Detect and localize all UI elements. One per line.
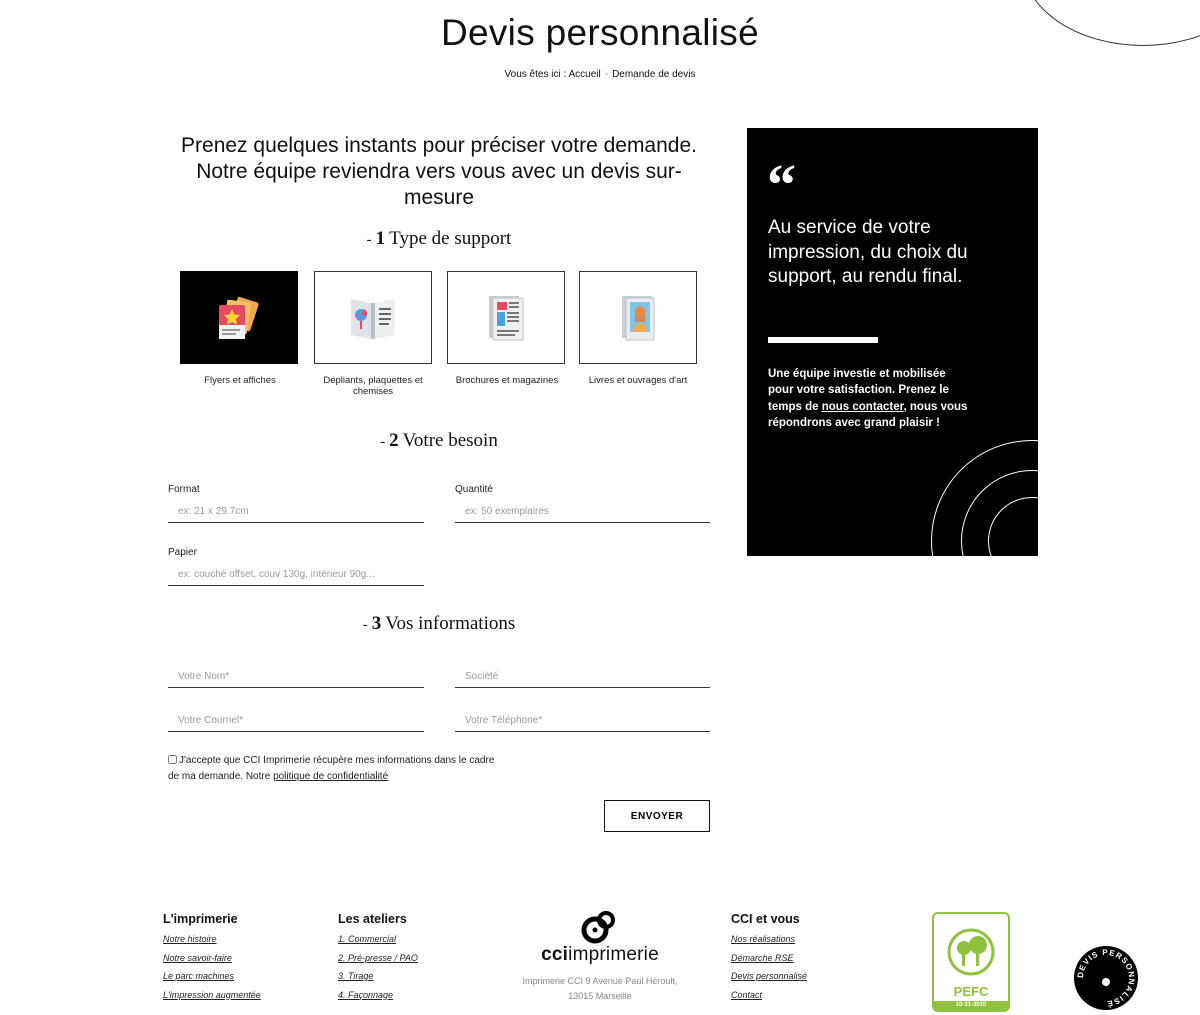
footer-link[interactable]: 3. Tirage xyxy=(338,971,374,981)
consent-text: J'accepte que CCI Imprimerie récupère mes informations dans le cadre de ma demande. Notre xyxy=(168,755,495,782)
logo-text-prefix: cci xyxy=(541,944,569,965)
panel-text-after: , nous vous répondrons avec grand plaisir ! xyxy=(768,400,968,429)
panel-text xyxy=(768,366,968,431)
support-label-flyers: Flyers et affiches xyxy=(204,375,276,386)
breadcrumb-home-link[interactable]: Accueil xyxy=(568,69,601,80)
format-input[interactable] xyxy=(168,501,424,523)
support-card-leaflets[interactable] xyxy=(314,271,432,364)
step-dash: - xyxy=(366,232,372,248)
company-input[interactable] xyxy=(455,666,710,688)
step-number: 1 xyxy=(375,228,386,249)
footer-col-title: L'imprimerie xyxy=(163,912,238,926)
support-label-magazines: Brochures et magazines xyxy=(455,375,559,386)
consent-checkbox[interactable] xyxy=(168,755,177,764)
step-dash: - xyxy=(380,434,386,450)
cci-logo[interactable] xyxy=(520,910,680,1004)
consent-block xyxy=(168,753,498,785)
footer-link[interactable]: Notre savoir-faire xyxy=(163,952,232,963)
step-2-heading xyxy=(168,430,710,452)
footer-link[interactable]: Devis personnalisé xyxy=(731,971,808,981)
badge-text: DEVIS PERSONNALISÉ xyxy=(1075,947,1137,1009)
privacy-policy-link[interactable]: politique de confidentialité xyxy=(273,771,389,782)
logo-mark-icon xyxy=(580,910,620,944)
panel-title: Au service de votre impression, du choix du support, au rendu final. xyxy=(768,217,968,287)
paper-label: Papier xyxy=(168,547,197,558)
footer-col-title: Les ateliers xyxy=(338,912,407,926)
footer-link[interactable]: L'impression augmentée xyxy=(163,989,261,1000)
breadcrumb xyxy=(0,69,1200,80)
send-button[interactable]: ENVOYER xyxy=(604,800,710,832)
breadcrumb-separator: - xyxy=(604,69,609,80)
breadcrumb-current: Demande de devis xyxy=(612,69,696,80)
quantity-input[interactable] xyxy=(455,501,710,523)
step-number: 2 xyxy=(389,430,399,451)
panel-divider xyxy=(768,337,878,343)
footer-link[interactable]: Nos réalisations xyxy=(731,934,796,944)
footer-col-imprimerie xyxy=(163,912,313,1004)
support-label-leaflets: Dépliants, plaquettes et chemises xyxy=(323,375,423,397)
pefc-code: 10-31-3010 xyxy=(955,1002,987,1008)
contact-link[interactable]: nous contacter xyxy=(821,400,904,413)
footer-link[interactable]: Le parc machines xyxy=(163,971,235,981)
step-1-heading xyxy=(168,228,710,250)
page-title: Devis personnalisé xyxy=(440,12,759,53)
book-icon xyxy=(616,292,660,344)
support-card-flyers[interactable] xyxy=(180,271,298,364)
name-input[interactable] xyxy=(168,666,424,688)
support-card-magazines[interactable] xyxy=(447,271,565,364)
footer-link[interactable]: Démarche RSE xyxy=(731,952,794,963)
badge-ring-icon xyxy=(1074,946,1138,1010)
step-dash: - xyxy=(362,617,368,633)
logo-text-mid: i xyxy=(568,944,573,965)
phone-input[interactable] xyxy=(455,710,710,732)
step-number: 3 xyxy=(371,613,382,634)
footer-col-title: CCI et vous xyxy=(731,912,800,926)
logo-text xyxy=(520,944,680,966)
flyers-icon xyxy=(213,295,265,341)
footer-link[interactable]: 4. Façonnage xyxy=(338,989,394,1000)
quantity-label: Quantité xyxy=(455,484,493,495)
footer-col-ateliers xyxy=(338,912,488,1004)
pefc-tree-icon xyxy=(934,920,1008,980)
footer-link[interactable]: Notre histoire xyxy=(163,934,217,944)
footer-col-cci xyxy=(731,912,881,1004)
devis-badge[interactable] xyxy=(1074,946,1138,1010)
step-title: Votre besoin xyxy=(402,430,498,451)
step-3-heading xyxy=(168,613,710,635)
format-label: Format xyxy=(168,484,200,495)
info-panel xyxy=(747,128,1038,556)
breadcrumb-prefix: Vous êtes ici : xyxy=(504,69,567,80)
footer-link[interactable]: 2. Pré-presse / PAO xyxy=(338,952,418,963)
logo-text-suffix: mprimerie xyxy=(572,944,659,965)
step-title: Type de support xyxy=(389,228,512,249)
quote-icon: “ xyxy=(767,152,796,217)
email-input[interactable] xyxy=(168,710,424,732)
paper-input[interactable] xyxy=(168,564,424,586)
pefc-logo xyxy=(932,912,1010,1012)
panel-text-before: Une équipe investie et mobilisée pour votre satisfaction. Prenez le temps de xyxy=(768,368,949,413)
footer-link[interactable]: 1. Commercial xyxy=(338,934,397,944)
footer-link[interactable]: Contact xyxy=(731,989,763,1000)
step-title: Vos informations xyxy=(385,613,516,634)
support-card-books[interactable] xyxy=(579,271,697,364)
magazine-icon xyxy=(481,292,531,344)
leaflet-icon xyxy=(347,293,399,343)
support-label-books: Livres et ouvrages d'art xyxy=(588,375,688,386)
pefc-label: PEFC xyxy=(953,984,989,999)
footer-address: Imprimerie CCI 9 Avenue Paul Héroult, 13015 Marseille xyxy=(522,976,678,1001)
top-nav-fragment xyxy=(88,0,218,4)
intro-text: Prenez quelques instants pour préciser votre demande. Notre équipe reviendra vers vous avec un devis sur-mesure xyxy=(181,134,697,209)
